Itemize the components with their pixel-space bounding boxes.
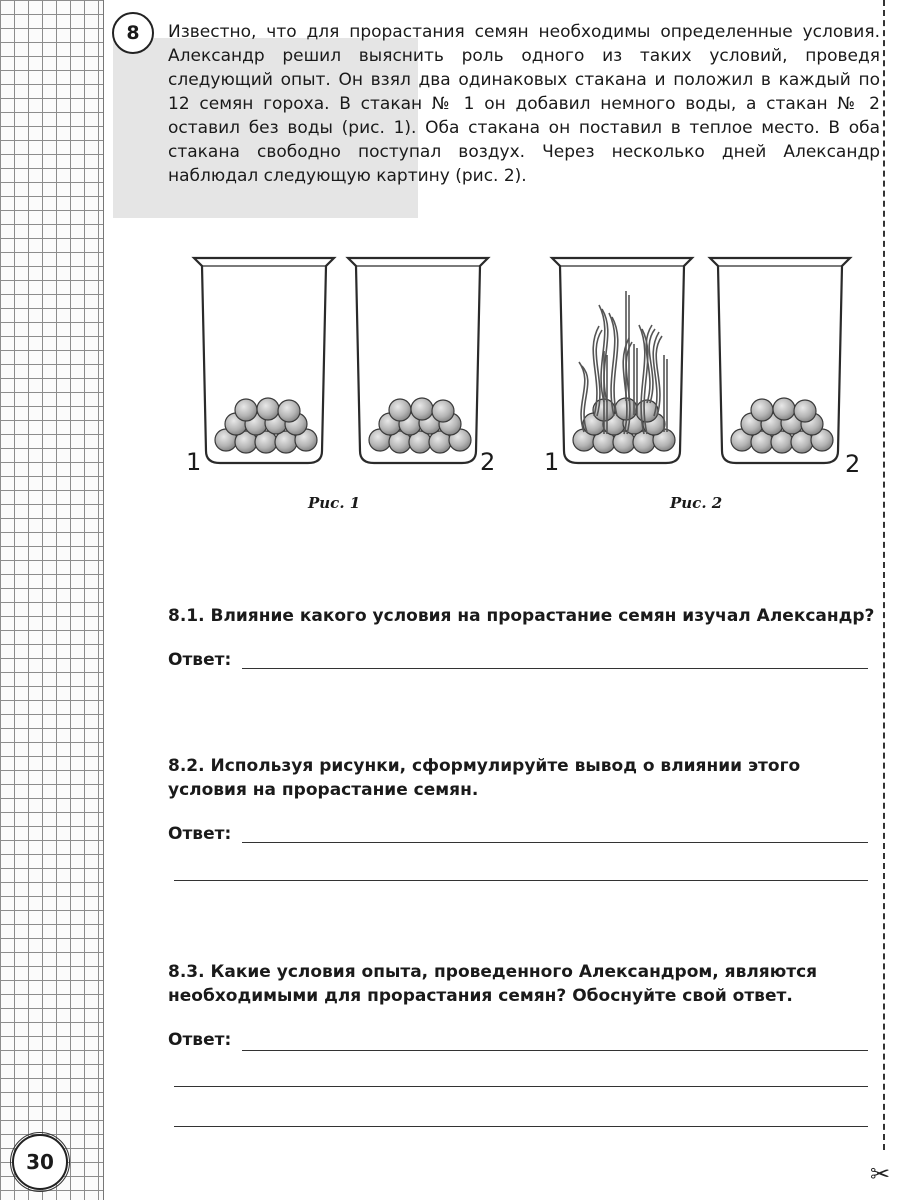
answer-label: Ответ: xyxy=(168,824,232,844)
figure-2-caption: Рис. 2 xyxy=(670,494,723,512)
pea-seed xyxy=(432,400,454,422)
glass-label: 1 xyxy=(186,448,202,476)
figure-1-caption: Рис. 1 xyxy=(308,494,361,512)
experiment-figures xyxy=(180,250,880,520)
answer-line[interactable] xyxy=(174,1126,868,1127)
question-8-3: 8.3. Какие условия опыта, проведенного Александром, являются необходимыми для прорастания семян? Обоснуйте свой ответ. xyxy=(168,962,818,1006)
page-number: 30 xyxy=(12,1134,68,1190)
pea-seed xyxy=(257,398,279,420)
glasses-illustration xyxy=(180,250,880,520)
task-number-badge: 8 xyxy=(112,12,154,54)
pea-seed xyxy=(235,399,257,421)
question-8-1: 8.1. Влияние какого условия на прорастание семян изучал Александр? xyxy=(168,606,875,626)
answer-label: Ответ: xyxy=(168,1030,232,1050)
pea-seed xyxy=(411,398,433,420)
question-8-2: 8.2. Используя рисунки, сформулируйте вывод о влиянии этого условия на прорастание семян. xyxy=(168,756,801,800)
answer-line[interactable] xyxy=(174,1086,868,1087)
answer-line[interactable] xyxy=(242,1050,868,1051)
glass-label: 1 xyxy=(544,448,560,476)
answer-line[interactable] xyxy=(242,668,868,669)
glass-label: 2 xyxy=(845,450,861,478)
pea-seed xyxy=(278,400,300,422)
pea-seed xyxy=(751,399,773,421)
answer-line[interactable] xyxy=(242,842,868,843)
answer-line[interactable] xyxy=(174,880,868,881)
pea-seed xyxy=(389,399,411,421)
glass-label: 2 xyxy=(480,448,496,476)
margin-grid xyxy=(0,0,104,1200)
cut-line xyxy=(883,0,885,1150)
pea-seed xyxy=(773,398,795,420)
task-intro-text: Известно, что для прорастания семян необходимы определенные условия. Александр решил выяснить роль одного из таких условий, проведя следующий опыт. Он взял два одинаковых стакана и положил в каждый по 12 семян гороха. В стакан № 1 он добавил немного воды, а стакан № 2 оставил без воды (рис. 1). Оба стакана он поставил в теплое место. В оба стакана свободно поступал воздух. Через несколько дней Александр наблюдал следующую картину (рис. 2). xyxy=(168,22,880,186)
answer-label: Ответ: xyxy=(168,650,232,670)
scissors-icon: ✂ xyxy=(870,1160,891,1188)
pea-seed xyxy=(794,400,816,422)
